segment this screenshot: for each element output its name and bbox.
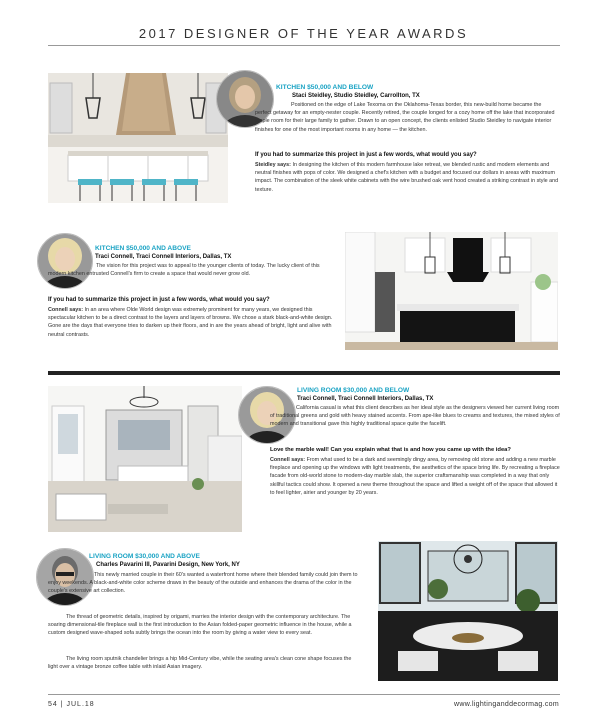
section1-question: If you had to summarize this project in just a few words, what would you say?: [255, 152, 477, 158]
section2-intro: The vision for this project was to appeal to the younger clients of today. The lucky client of this modern kitchen entrusted Connell's firm to create a space that would never grow old.: [48, 263, 320, 278]
section3-answer-text: From what used to be a dark and seemingly dingy area, by removing old stone and adding a new marble fireplace and opening up the windows with light treatments, the aesthetics of the space bring life. By recreating a fireplace facade from old-world stone to modern-day marble slab, the superior craftsmanship was completed in a way that only skillful tactics could show. It opened a new theme throughout the space and lifted a weight off of the space that allowed it to feel lighter, airier and younger by 20 years.: [270, 457, 560, 496]
section4-designer: Charles Pavarini III, Pavarini Design, New York, NY: [96, 562, 240, 568]
section1-designer: Staci Steidley, Studio Steidley, Carrollton, TX: [292, 93, 420, 99]
avatar-traci-connell: [37, 233, 93, 289]
section1-category: KITCHEN $50,000 AND BELOW: [276, 84, 374, 91]
section4-para2: The thread of geometric details, inspired by origami, marries the interior design with the contemporary architecture. The soaring dimensional-tile fireplace wall is the first introduction to the Asian folded-paper geometric influence in the house, while a custom designed wave-shaped sofa subtly brings the ocean into the room by giving a water view to every seat.: [48, 614, 352, 637]
section3-designer: Traci Connell, Traci Connell Interiors, Dallas, TX: [297, 396, 434, 402]
section2-says-label: Connell says:: [48, 307, 84, 313]
living-room-photo-waterfront: [378, 541, 558, 681]
footer-rule: [48, 694, 560, 695]
page-header: 2017 DESIGNER OF THE YEAR AWARDS: [138, 26, 469, 41]
kitchen-photo-rustic: [48, 73, 228, 203]
header-rule: [48, 45, 560, 46]
section2-designer: Traci Connell, Traci Connell Interiors, Dallas, TX: [95, 254, 232, 260]
section2-answer: [48, 306, 338, 339]
section1-intro: Positioned on the edge of Lake Texoma on the Oklahoma-Texas border, this new-build home became the perfect getaway for an empty-nester couple. Recently retired, the couple longed for a cozy home off the lake that incorporated ample room for their large family to gather. Drawn to an open concept, the clients enlisted Studio Steidley to navigate interior finishes for one of the most important rooms in any home — the kitchen.: [255, 102, 555, 133]
section1-answer: [255, 161, 560, 194]
section3-says-label: Connell says:: [270, 457, 306, 463]
section4-para1: This newly married couple in their 60's wanted a waterfront home where their blended family could join them to enjoy weekends. A black-and-white color scheme draws in the beauty of the outside and enhances the drama of the color in the couple's extensive art collection.: [48, 572, 358, 595]
section3-question: Love the marble wall! Can you explain what that is and how you came up with the idea?: [270, 447, 511, 453]
section3-answer: [270, 456, 560, 497]
kitchen-photo-black-white: [345, 232, 558, 350]
section4-para3: The living room sputnik chandelier brings a hip Mid-Century vibe, while the seating area's clean cone shape focuses the light over a vintage bronze coffee table with inlaid Asian imagery.: [48, 656, 352, 671]
section1-answer-text: In designing the kitchen of this modern farmhouse lake retreat, we blended rustic and modern elements and neutral finishes with pops of color. We designed a chef's kitchen with a budget and focused our dollars in areas with maximum impact. The combination of the sleek white cabinets with the wire brushed oak vent hood created a striking contrast in style and texture.: [255, 162, 559, 193]
section2-answer-text: In an area where Olde World design was extremely prominent for many years, we designed this spectacular kitchen to be a direct contrast to the layers and layers of browns. We chose a stark black-and-white design. Gone are the days that everyone tries to darken up their floors, and in are the years ahead of bright, light and alive with neutral contrasts.: [48, 307, 333, 338]
section3-intro: California casual is what this client describes as her ideal style as the designers viewed her current living room of traditional greens and gold with heavy stained accents. From ape-like blues to creams and textures, the mixed styles of modern and transitional gave this highly traditional space quite the facelift.: [270, 405, 560, 428]
living-room-photo-casual: [48, 386, 242, 532]
website-url: www.lightinganddecormag.com: [454, 701, 559, 708]
section1-says-label: Steidley says:: [255, 162, 291, 168]
section4-category: LIVING ROOM $30,000 AND ABOVE: [89, 553, 200, 560]
section2-question: If you had to summarize this project in just a few words, what would you say?: [48, 297, 270, 303]
section2-category: KITCHEN $50,000 AND ABOVE: [95, 245, 191, 252]
section3-category: LIVING ROOM $30,000 AND BELOW: [297, 387, 410, 394]
section-divider: [48, 371, 560, 375]
page-number: 54 | JUL.18: [48, 701, 95, 708]
